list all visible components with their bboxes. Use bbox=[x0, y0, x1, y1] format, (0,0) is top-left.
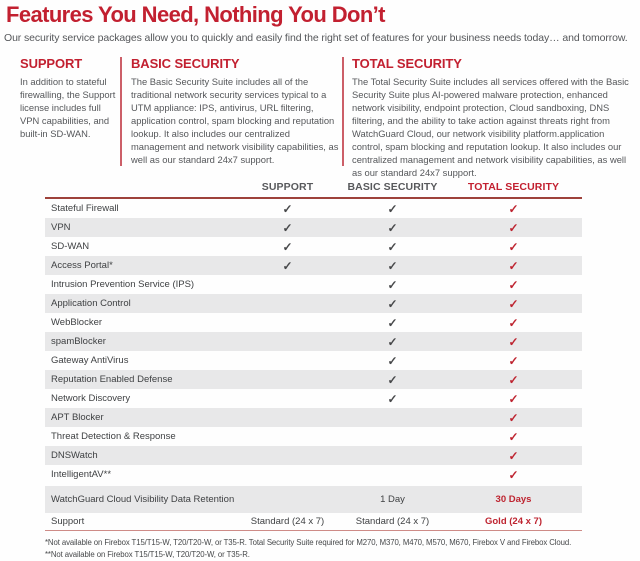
table-row bbox=[45, 237, 582, 256]
feature-rows bbox=[45, 199, 582, 484]
table-row bbox=[45, 275, 582, 294]
total-check-icon: ✓ bbox=[508, 221, 519, 234]
feature-name: Stateful Firewall bbox=[51, 203, 119, 214]
basic-check-icon: ✓ bbox=[387, 392, 398, 405]
footnote-1: *Not available on Firebox T15/T15-W, T20/T20-W, or T35-R. Total Security Suite required for M270, M370, M470, M570, M670, Firebox V and Firebox Cloud. bbox=[45, 538, 572, 547]
feature-name: WatchGuard Cloud Visibility Data Retention bbox=[51, 494, 235, 505]
basic-check-icon: ✓ bbox=[387, 316, 398, 329]
table-row bbox=[45, 427, 582, 446]
basic-check-icon: ✓ bbox=[387, 240, 398, 253]
total-check-icon: ✓ bbox=[508, 411, 519, 424]
total-check-icon: ✓ bbox=[508, 468, 519, 481]
total-check-icon: ✓ bbox=[508, 373, 519, 386]
total-check-icon: ✓ bbox=[508, 240, 519, 253]
package-section-total-security bbox=[352, 56, 636, 179]
table-row bbox=[45, 351, 582, 370]
feature-name: Support bbox=[51, 516, 85, 527]
package-description-total-security: The Total Security Suite includes all services offered with the Basic Security Suite plus AI-powered malware protection, enhanced network visibility, endpoint protection, Cloud sandboxing, DNS filtering, and the ability to take action against threats right from WatchGuard Cloud, our network visibility platform.application control, spam blocking and reputation lookup. It also includes our centralized management and network visibility capabilities, as well as our standard 24x7 support. bbox=[352, 76, 629, 178]
feature-name: Intrusion Prevention Service (IPS) bbox=[51, 279, 195, 290]
basic-value: Standard (24 x 7) bbox=[355, 516, 430, 527]
total-check-icon: ✓ bbox=[508, 297, 519, 310]
table-row bbox=[45, 513, 582, 530]
feature-name: DNSWatch bbox=[51, 450, 98, 461]
package-section-basic-security bbox=[131, 56, 339, 166]
column-header-support: SUPPORT bbox=[261, 180, 314, 193]
footnotes bbox=[45, 537, 582, 560]
table-row bbox=[45, 256, 582, 275]
column-header-total-security: TOTAL SECURITY bbox=[467, 180, 560, 193]
table-row bbox=[45, 465, 582, 484]
total-check-icon: ✓ bbox=[508, 392, 519, 405]
total-check-icon: ✓ bbox=[508, 430, 519, 443]
total-check-icon: ✓ bbox=[508, 354, 519, 367]
package-description-support: In addition to stateful firewalling, the Support license includes full VPN capabilities, and built-in SD-WAN. bbox=[20, 76, 116, 139]
total-check-icon: ✓ bbox=[508, 449, 519, 462]
table-row bbox=[45, 486, 582, 513]
total-value: Gold (24 x 7) bbox=[484, 516, 542, 527]
total-check-icon: ✓ bbox=[508, 259, 519, 272]
feature-comparison-table bbox=[45, 176, 582, 560]
table-row bbox=[45, 408, 582, 427]
feature-name: SD-WAN bbox=[51, 241, 90, 252]
feature-name: Gateway AntiVirus bbox=[51, 355, 129, 366]
support-check-icon: ✓ bbox=[282, 202, 293, 215]
feature-name: APT Blocker bbox=[51, 412, 104, 423]
support-check-icon: ✓ bbox=[282, 259, 293, 272]
package-title-total-security: TOTAL SECURITY bbox=[352, 56, 462, 71]
basic-check-icon: ✓ bbox=[387, 297, 398, 310]
package-title-basic-security: BASIC SECURITY bbox=[131, 56, 240, 71]
table-row bbox=[45, 446, 582, 465]
section-divider bbox=[120, 57, 122, 166]
table-row bbox=[45, 294, 582, 313]
column-header-basic-security: BASIC SECURITY bbox=[347, 180, 438, 193]
feature-name: spamBlocker bbox=[51, 336, 106, 347]
support-check-icon: ✓ bbox=[282, 221, 293, 234]
basic-value: 1 Day bbox=[380, 494, 405, 505]
feature-name: VPN bbox=[51, 222, 71, 233]
basic-check-icon: ✓ bbox=[387, 202, 398, 215]
feature-name: Threat Detection & Response bbox=[51, 431, 176, 442]
feature-name: Access Portal* bbox=[51, 260, 113, 271]
basic-check-icon: ✓ bbox=[387, 373, 398, 386]
value-rows bbox=[45, 486, 582, 530]
package-title-support: SUPPORT bbox=[20, 56, 83, 71]
total-check-icon: ✓ bbox=[508, 316, 519, 329]
total-check-icon: ✓ bbox=[508, 335, 519, 348]
basic-check-icon: ✓ bbox=[387, 278, 398, 291]
basic-check-icon: ✓ bbox=[387, 335, 398, 348]
feature-name: Application Control bbox=[51, 298, 131, 309]
feature-name: WebBlocker bbox=[51, 317, 103, 328]
feature-name: Reputation Enabled Defense bbox=[51, 374, 173, 385]
table-row bbox=[45, 313, 582, 332]
basic-check-icon: ✓ bbox=[387, 354, 398, 367]
table-row bbox=[45, 218, 582, 237]
feature-name: IntelligentAV** bbox=[51, 469, 112, 480]
table-row bbox=[45, 199, 582, 218]
package-section-support bbox=[20, 56, 121, 140]
package-description-basic-security: The Basic Security Suite includes all of the traditional network security services typical to a UTM appliance: IPS, antivirus, URL filtering, application control, spam blocking and reputation lookup. It also includes our centralized management and network visibility capabilities, as well as our standard 24x7 support. bbox=[131, 76, 339, 165]
basic-check-icon: ✓ bbox=[387, 221, 398, 234]
table-header-row bbox=[45, 176, 582, 197]
feature-name: Network Discovery bbox=[51, 393, 131, 404]
table-row bbox=[45, 389, 582, 408]
page-subtitle: Our security service packages allow you to quickly and easily find the right set of features for your business needs today… and tomorrow. bbox=[4, 32, 628, 44]
basic-check-icon: ✓ bbox=[387, 259, 398, 272]
table-row bbox=[45, 370, 582, 389]
footnote-2: **Not available on Firebox T15/T15-W, T20/T20-W, or T35-R. bbox=[45, 549, 250, 559]
support-value: Standard (24 x 7) bbox=[250, 516, 325, 527]
page-title: Features You Need, Nothing You Don’t bbox=[6, 2, 385, 27]
total-check-icon: ✓ bbox=[508, 278, 519, 291]
table-row bbox=[45, 332, 582, 351]
table-bottom-rule bbox=[45, 530, 582, 531]
support-check-icon: ✓ bbox=[282, 240, 293, 253]
section-divider bbox=[342, 57, 344, 166]
total-value: 30 Days bbox=[495, 494, 532, 505]
total-check-icon: ✓ bbox=[508, 202, 519, 215]
